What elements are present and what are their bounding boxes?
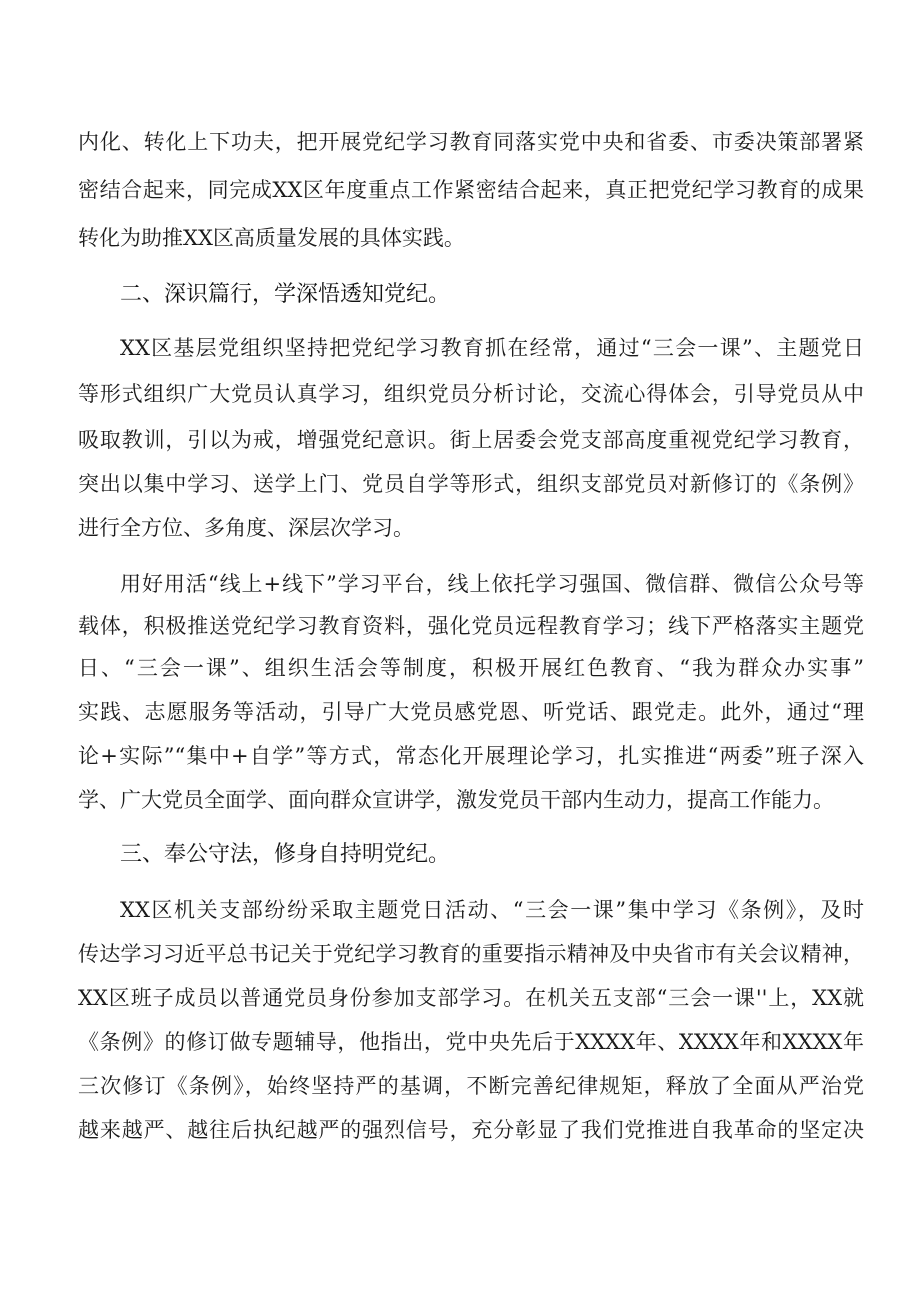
- paragraph-4-line-5: 三次修订《条例》，始终坚持严的基调，不断完善纪律规矩，释放了全面从严治党: [78, 1074, 864, 1098]
- paragraph-3-line-1: 用好用活“线上+线下”学习平台，线上依托学习强国、微信群、微信公众号等: [120, 572, 864, 596]
- paragraph-1-line-3: 转化为助推XX区高质量发展的具体实践。: [78, 226, 465, 250]
- paragraph-2-line-2: 等形式组织广大党员认真学习，组织党员分析讨论，交流心得体会，引导党员从中: [78, 382, 864, 406]
- paragraph-3-line-2: 载体，积极推送党纪学习教育资料，强化党员远程教育学习；线下严格落实主题党: [78, 614, 864, 638]
- section-heading-2: 二、深识篇行，学深悟透知党纪。: [120, 282, 451, 307]
- paragraph-4-line-4: 《条例》的修订做专题辅导，他指出，党中央先后于XXXX年、XXXX年和XXXX年: [78, 1030, 864, 1054]
- paragraph-4-line-3: XX区班子成员以普通党员身份参加支部学习。在机关五支部“三会一课''上，XX就: [78, 986, 864, 1010]
- section-heading-3: 三、奉公守法，修身自持明党纪。: [120, 842, 451, 867]
- paragraph-3-line-4: 实践、志愿服务等活动，引导广大党员感党恩、听党话、跟党走。此外，通过“理: [78, 700, 864, 724]
- paragraph-4-line-1: XX区机关支部纷纷采取主题党日活动、“三会一课”集中学习《条例》，及时: [120, 898, 864, 922]
- paragraph-3-line-6: 学、广大党员全面学、面向群众宣讲学，激发党员干部内生动力，提高工作能力。: [78, 788, 834, 812]
- paragraph-4-line-6: 越来越严、越往后执纪越严的强烈信号，充分彰显了我们党推进自我革命的坚定决: [78, 1118, 864, 1142]
- paragraph-2-line-1: XX区基层党组织坚持把党纪学习教育抓在经常，通过“三会一课”、主题党日: [120, 336, 864, 360]
- paragraph-1-line-2: 密结合起来，同完成XX区年度重点工作紧密结合起来，真正把党纪学习教育的成果: [78, 178, 864, 202]
- paragraph-4-line-2: 传达学习习近平总书记关于党纪学习教育的重要指示精神及中央省市有关会议精神，: [78, 942, 864, 966]
- paragraph-3-line-5: 论+实际”“集中+自学”等方式，常态化开展理论学习，扎实推进“两委”班子深入: [78, 744, 864, 768]
- paragraph-2-line-5: 进行全方位、多角度、深层次学习。: [78, 516, 414, 540]
- paragraph-1-line-1: 内化、转化上下功夫，把开展党纪学习教育同落实党中央和省委、市委决策部署紧: [78, 130, 864, 154]
- paragraph-3-line-3: 日、“三会一课”、组织生活会等制度，积极开展红色教育、“我为群众办实事”: [78, 656, 864, 680]
- paragraph-2-line-4: 突出以集中学习、送学上门、党员自学等形式，组织支部党员对新修订的《条例》: [78, 472, 864, 496]
- paragraph-2-line-3: 吸取教训，引以为戒，增强党纪意识。街上居委会党支部高度重视党纪学习教育，: [78, 428, 864, 452]
